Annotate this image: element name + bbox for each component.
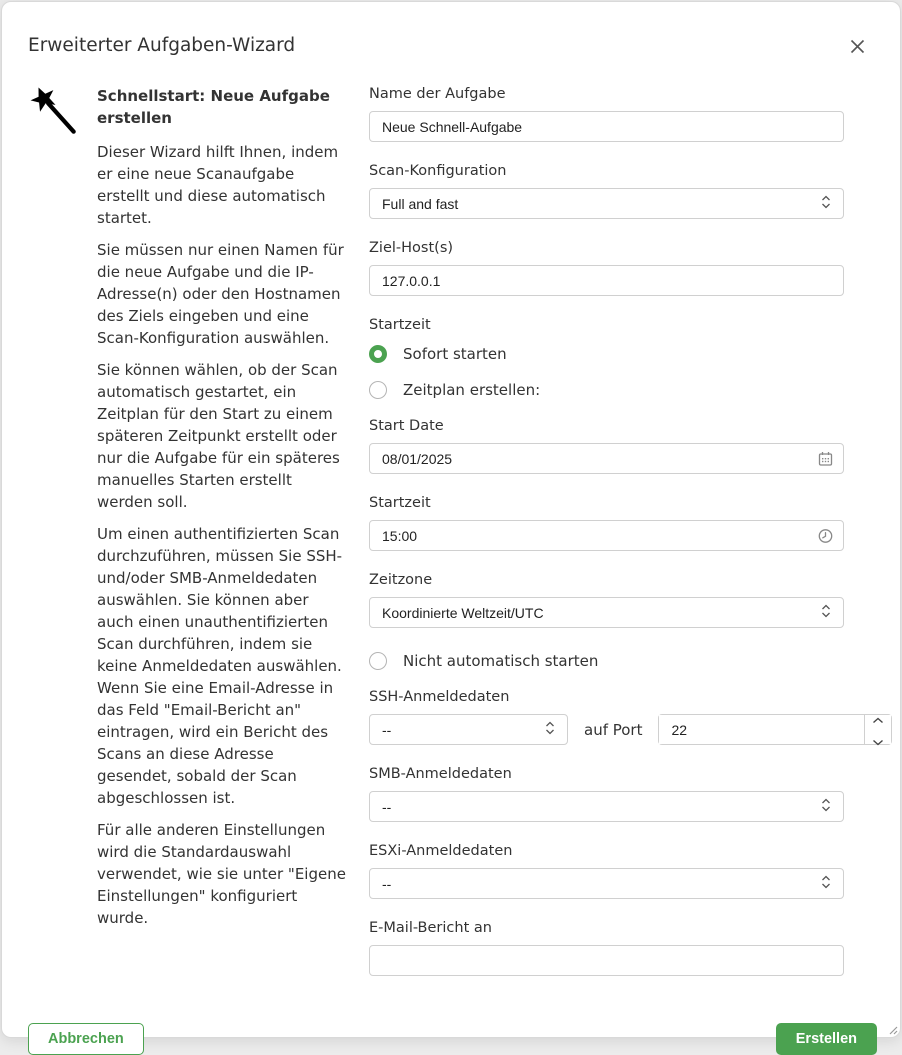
radio-start-immediately[interactable] bbox=[369, 342, 844, 366]
spinner-down-icon[interactable] bbox=[872, 731, 884, 750]
target-hosts-label: Ziel-Host(s) bbox=[369, 240, 454, 256]
ssh-credential-select[interactable] bbox=[369, 714, 568, 745]
target-hosts-input[interactable] bbox=[369, 265, 844, 296]
chevron-updown-icon bbox=[821, 873, 831, 894]
start-time-label: Startzeit bbox=[369, 495, 431, 511]
field-task-name bbox=[369, 86, 844, 142]
dialog-title: Erweiterter Aufgaben-Wizard bbox=[28, 35, 296, 56]
wizard-intro-column bbox=[28, 85, 347, 997]
field-scan-config bbox=[369, 163, 844, 219]
intro-paragraph: Dieser Wizard hilft Ihnen, indem er eine neue Scanaufgabe erstellt und diese automatisch startet. bbox=[97, 143, 339, 227]
timezone-label: Zeitzone bbox=[369, 572, 433, 588]
smb-credential-value: -- bbox=[382, 798, 392, 815]
esxi-credential-label: ESXi-Anmeldedaten bbox=[369, 843, 513, 859]
start-date-label: Start Date bbox=[369, 418, 444, 434]
cancel-button[interactable]: Abbrechen bbox=[28, 1023, 144, 1055]
chevron-updown-icon bbox=[821, 193, 831, 214]
intro-heading: Schnellstart: Neue Aufgabe erstellen bbox=[97, 87, 330, 127]
intro-paragraph: Sie müssen nur einen Namen für die neue Aufgabe und die IP-Adresse(n) oder den Hostnamen des Ziels eingeben und eine Scan-Konfiguration auswählen. bbox=[97, 241, 344, 347]
chevron-updown-icon bbox=[545, 719, 555, 740]
scan-config-select[interactable] bbox=[369, 188, 844, 219]
chevron-updown-icon bbox=[821, 602, 831, 623]
ssh-port-label: auf Port bbox=[584, 720, 643, 739]
esxi-credential-value: -- bbox=[382, 875, 392, 892]
smb-credential-select[interactable] bbox=[369, 791, 844, 822]
dialog-header bbox=[2, 2, 900, 57]
intro-paragraph: Für alle anderen Einstellungen wird die Standardauswahl verwendet, wie sie unter "Eigene Einstellungen" konfiguriert wurde. bbox=[97, 821, 346, 927]
ssh-port-spinner[interactable] bbox=[864, 715, 891, 744]
close-button[interactable] bbox=[847, 36, 868, 57]
field-ssh-credential bbox=[369, 689, 844, 745]
ssh-credential-value: -- bbox=[382, 721, 392, 738]
scan-config-value: Full and fast bbox=[382, 195, 459, 212]
field-target-hosts bbox=[369, 240, 844, 296]
wizard-intro-text bbox=[97, 85, 347, 997]
task-name-label: Name der Aufgabe bbox=[369, 86, 506, 102]
start-time-input[interactable] bbox=[369, 520, 844, 551]
email-report-label: E-Mail-Bericht an bbox=[369, 920, 492, 936]
create-button[interactable]: Erstellen bbox=[776, 1023, 877, 1055]
smb-credential-label: SMB-Anmeldedaten bbox=[369, 766, 512, 782]
ssh-credential-label: SSH-Anmeldedaten bbox=[369, 689, 510, 705]
email-report-input[interactable] bbox=[369, 945, 844, 976]
esxi-credential-select[interactable] bbox=[369, 868, 844, 899]
radio-unselected-icon[interactable] bbox=[369, 652, 387, 670]
field-start-time bbox=[369, 495, 844, 551]
radio-selected-icon[interactable] bbox=[369, 345, 387, 363]
chevron-updown-icon bbox=[821, 796, 831, 817]
schedule-section bbox=[369, 317, 844, 402]
scan-config-label: Scan-Konfiguration bbox=[369, 163, 507, 179]
magic-wand-icon bbox=[28, 85, 78, 997]
radio-create-schedule[interactable] bbox=[369, 378, 844, 402]
dialog-footer bbox=[2, 997, 900, 1055]
ssh-port-field bbox=[658, 714, 892, 745]
ssh-port-input[interactable] bbox=[659, 715, 864, 744]
wizard-form bbox=[369, 85, 844, 997]
radio-unselected-icon[interactable] bbox=[369, 381, 387, 399]
radio-no-auto-start[interactable] bbox=[369, 649, 844, 673]
radio-create-schedule-label: Zeitplan erstellen: bbox=[403, 381, 541, 399]
close-icon bbox=[849, 43, 866, 58]
field-start-date bbox=[369, 418, 844, 474]
intro-paragraph: Wenn Sie eine Email-Adresse in das Feld "Email-Bericht an" eintragen, wird ein Bericht des Scans an diese Adresse gesendet, sobald der Scan abgeschlossen ist. bbox=[97, 679, 334, 807]
radio-no-auto-start-label: Nicht automatisch starten bbox=[403, 652, 599, 670]
timezone-select[interactable] bbox=[369, 597, 844, 628]
advanced-task-wizard-dialog bbox=[1, 1, 901, 1047]
schedule-label: Startzeit bbox=[369, 317, 431, 333]
spinner-up-icon[interactable] bbox=[872, 709, 884, 728]
radio-start-immediately-label: Sofort starten bbox=[403, 345, 507, 363]
task-name-input[interactable] bbox=[369, 111, 844, 142]
field-email-report bbox=[369, 920, 844, 976]
dialog-content bbox=[2, 57, 900, 997]
intro-paragraph: Um einen authentifizierten Scan durchzuführen, müssen Sie SSH- und/oder SMB-Anmeldedaten auswählen. Sie können aber auch einen unauthentifizierten Scan durchführen, indem sie keine Anmeldedaten auswählen. bbox=[97, 525, 343, 675]
intro-paragraph: Sie können wählen, ob der Scan automatisch gestartet, ein Zeitplan für den Start zu einem späteren Zeitpunkt erstellt oder nur die Aufgabe für ein späteres manuelles Starten erstellt werden soll. bbox=[97, 361, 340, 511]
field-esxi-credential bbox=[369, 843, 844, 899]
resize-grip-icon[interactable] bbox=[887, 1024, 898, 1035]
timezone-value: Koordinierte Weltzeit/UTC bbox=[382, 604, 544, 621]
field-timezone bbox=[369, 572, 844, 628]
field-smb-credential bbox=[369, 766, 844, 822]
start-date-input[interactable] bbox=[369, 443, 844, 474]
